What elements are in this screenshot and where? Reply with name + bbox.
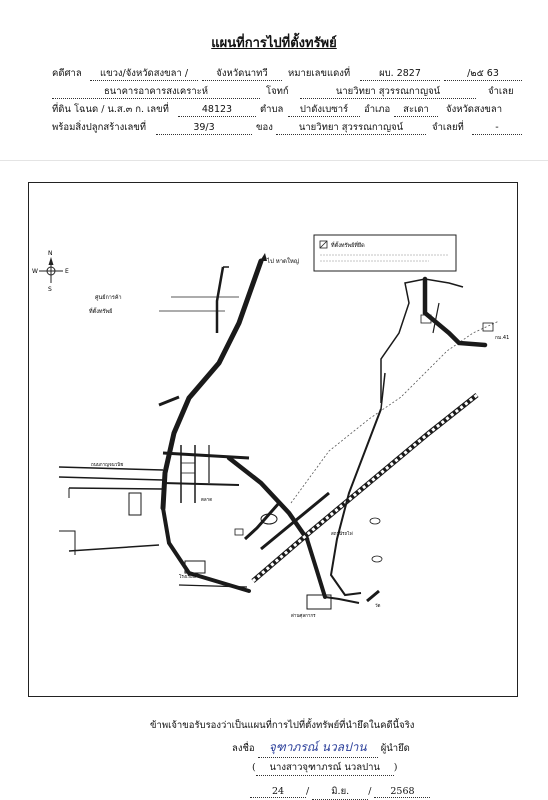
case-year-field: /๒๕ 63 xyxy=(444,68,522,81)
owner-label: ของ xyxy=(256,122,273,133)
header-divider xyxy=(0,160,548,161)
plaintiff-label: โจทก์ xyxy=(266,86,289,97)
road-north-label: ไป หาดใหญ่ xyxy=(267,258,299,265)
plaintiff-field: ธนาคารอาคารสงเคราะห์ xyxy=(52,86,260,99)
compass-e: E xyxy=(65,268,69,275)
compass-w: W xyxy=(32,268,38,275)
landmark-temple: วัด xyxy=(375,604,381,609)
road-east-curve xyxy=(159,397,179,405)
building-number-field: 39/3 xyxy=(156,122,252,135)
defendant-field: นายวิทยา สุวรรณกาญจน์ xyxy=(300,86,476,99)
map-drawing xyxy=(29,183,516,695)
printed-name-row: ( นางสาวจุฑาภรณ์ นวลปาน ) xyxy=(252,760,397,776)
railway-line xyxy=(253,395,477,581)
defendant-no-field: - xyxy=(472,122,522,135)
svg-text:ศูนย์การค้า: ศูนย์การค้า xyxy=(95,295,122,301)
landmark-market: ตลาด xyxy=(201,498,213,503)
road-south-loop xyxy=(59,508,249,591)
road-label-town: ถนนกาญจนวนิช xyxy=(91,463,124,468)
compass-s: S xyxy=(48,286,52,293)
form-row-building xyxy=(52,122,522,140)
svg-text:ที่ตั้งทรัพย์: ที่ตั้งทรัพย์ xyxy=(89,309,113,315)
subdistrict-field: ปาดังเบซาร์ xyxy=(288,104,360,117)
arrow-north-icon xyxy=(260,253,267,261)
building-label: พร้อมสิ่งปลูกสร้างเลขที่ xyxy=(52,122,147,133)
district-field: สะเดา xyxy=(394,104,438,117)
document-title: แผนที่การไปที่ตั้งทรัพย์ xyxy=(211,36,337,51)
date-row: 24 / มิ.ย. / 2568 xyxy=(250,784,430,800)
compass-n: N xyxy=(48,250,53,257)
subdistrict-label: ตำบล xyxy=(260,104,284,115)
black-case-label: หมายเลขแดงที่ xyxy=(288,68,351,79)
land-number-field: 48123 xyxy=(178,104,256,117)
landmark-property xyxy=(89,307,225,315)
printed-name: นางสาวจุฑาภรณ์ นวลปาน xyxy=(256,760,394,776)
court-label: คดีศาล xyxy=(52,68,82,79)
court-type-field: แขวง/จังหวัดสงขลา / xyxy=(90,68,198,81)
km-marker: กม.41 xyxy=(495,335,510,341)
district-label: อำเภอ xyxy=(364,104,391,115)
signature-mark: จุฑาภรณ์ นวลปาน xyxy=(258,738,378,758)
date-month: มิ.ย. xyxy=(312,784,368,800)
landmark-customs: ด่านศุลกากร xyxy=(291,614,316,619)
date-day: 24 xyxy=(250,786,306,798)
road-to-property xyxy=(229,458,325,597)
legend-text: ที่ตั้งทรัพย์ที่ยึด xyxy=(331,243,365,249)
form-row-parties xyxy=(52,86,522,104)
town-center-grid xyxy=(59,445,249,515)
land-label: ที่ดิน โฉนด / น.ส.๓ ก. เลขที่ xyxy=(52,104,169,115)
landmark-station: สถานีรถไฟ xyxy=(331,532,353,537)
case-info-form xyxy=(52,68,522,140)
location-map xyxy=(28,182,518,697)
map-legend xyxy=(314,235,456,271)
certify-text: ข้าพเจ้าขอรับรองว่าเป็นแผนที่การไปที่ตั้งทรัพย์ที่นำยึดในคดีนี้จริง xyxy=(150,720,415,731)
owner-field: นายวิทยา สุวรรณกาญจน์ xyxy=(276,122,426,135)
road-northeast xyxy=(291,279,509,595)
defendant-label: จำเลย xyxy=(488,86,514,97)
defendant-no-label: จำเลยที่ xyxy=(432,122,464,133)
landmark-school: โรงเรียน xyxy=(179,575,196,580)
signature-row xyxy=(232,738,410,758)
form-row-court xyxy=(52,68,522,86)
compass-icon xyxy=(32,250,69,293)
date-year: 2568 xyxy=(374,786,430,798)
case-number-field: ผบ. 2827 xyxy=(360,68,440,81)
form-row-land xyxy=(52,104,522,122)
signer-role: ผู้นำยึด xyxy=(380,743,410,754)
court-province-field: จังหวัดนาทวี xyxy=(202,68,282,81)
sign-label: ลงชื่อ xyxy=(232,743,255,754)
province-label: จังหวัดสงขลา xyxy=(446,104,503,115)
